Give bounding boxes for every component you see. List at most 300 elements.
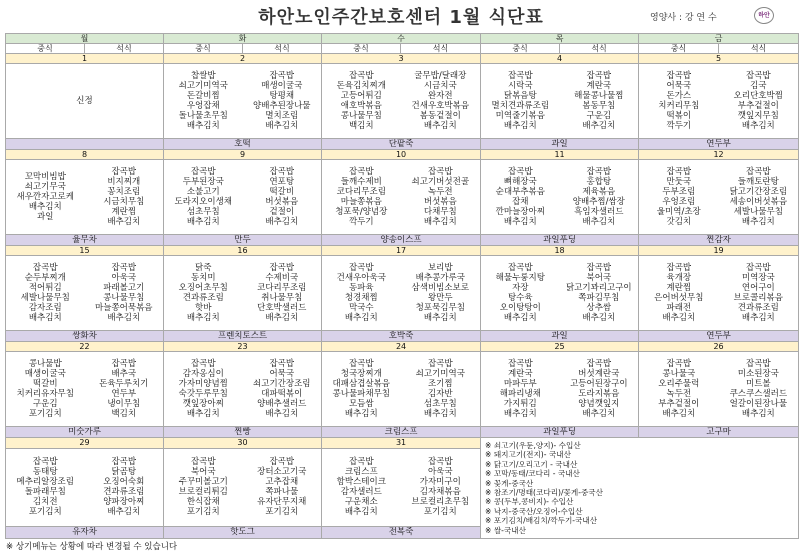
menu-item: 도라지오이생채 xyxy=(174,197,232,207)
menu-item: 잡곡밥 xyxy=(746,167,771,177)
menu-item: 배추김치 xyxy=(107,313,141,323)
day-header: 금 xyxy=(639,34,799,44)
lunch-menu xyxy=(164,256,243,331)
menu-item: 양배추된장나물 xyxy=(253,101,311,111)
menu-item: 들깨토란탕 xyxy=(737,177,779,187)
afternoon-snack: 미숫가루 xyxy=(6,427,164,438)
menu-item: 탕평채 xyxy=(269,91,295,101)
menu-item: 부추겉절이 xyxy=(658,399,700,409)
menu-item: 가자미구이 xyxy=(419,477,461,488)
menu-item: 포기김치 xyxy=(28,409,62,419)
menu-item: 시금치무침 xyxy=(103,197,145,207)
menu-item: 김자채볶음 xyxy=(419,487,461,498)
menu-item: 쇠고기간장조림 xyxy=(253,379,311,389)
date-number: 26 xyxy=(639,342,799,352)
menu-item: 녹두전 xyxy=(427,187,453,197)
snack-label: 석식 xyxy=(85,44,164,54)
menu-item: 수제비국 xyxy=(265,273,299,283)
menu-item: 적어튀김 xyxy=(28,283,62,293)
menu-item: 포기김치 xyxy=(265,507,299,518)
menu-item: 탕수육 xyxy=(507,293,533,303)
afternoon-snack: 율무차 xyxy=(6,235,164,246)
origin-note: ※ 쌀-국내산 xyxy=(485,525,526,535)
menu-item: 배추김치 xyxy=(344,313,378,323)
menu-item: 순대부추볶음 xyxy=(495,187,545,197)
menu-item: 오징어초무침 xyxy=(178,283,228,293)
menu-item: 잡곡밥 xyxy=(190,167,216,177)
menu-item: 잡곡밥 xyxy=(507,359,533,369)
menu-item: 잡곡밥 xyxy=(32,457,58,468)
menu-item: 돈가스 xyxy=(666,91,692,101)
menu-item: 세발나물무침 xyxy=(20,293,70,303)
menu-item: 겉절이 xyxy=(269,207,295,217)
menu-item: 취나물무침 xyxy=(261,293,303,303)
menu-item: 순두부찌개 xyxy=(24,273,66,283)
snack-label: 석식 xyxy=(243,44,322,54)
lunch-label: 중식 xyxy=(639,44,719,54)
menu-item: 잡곡밥 xyxy=(269,263,295,273)
menu-item: 감자샐러드 xyxy=(340,487,382,498)
menu-item: 잡곡밥 xyxy=(507,71,533,81)
afternoon-snack: 호박죽 xyxy=(322,331,481,342)
afternoon-snack: 크림스프 xyxy=(322,427,481,438)
date-number: 16 xyxy=(164,246,322,256)
menu-item: 애호박볶음 xyxy=(340,101,382,111)
mr-row xyxy=(6,64,799,139)
menu-item: 육개장 xyxy=(666,273,692,283)
menu-item: 배추김치 xyxy=(265,313,299,323)
menu-item: 배추김치 xyxy=(423,121,457,131)
kr-row xyxy=(6,139,799,150)
origin-note: ※ 쇠고기(우둔,양지)- 수입산 xyxy=(485,441,581,450)
menu-item: 포기김치 xyxy=(186,507,220,518)
menu-item: 양배추찜/쌈장 xyxy=(572,197,625,207)
date-number: 9 xyxy=(164,150,322,160)
menu-item: 잡곡밥 xyxy=(666,167,692,177)
lunch-menu xyxy=(322,64,401,139)
menu-item: 냉이무침 xyxy=(107,399,141,409)
menu-item: 김국 xyxy=(750,81,767,91)
menu-item: 돈육두루치기 xyxy=(99,379,149,389)
menu-item: 동치미 xyxy=(190,273,216,283)
mr-row xyxy=(6,160,799,235)
header xyxy=(0,0,802,32)
afternoon-snack: 전복죽 xyxy=(322,527,481,539)
menu-item: 주꾸미볼고기 xyxy=(178,477,228,488)
date-number: 1 xyxy=(6,54,164,64)
menu-item: 배추김치 xyxy=(186,217,220,227)
menu-item: 함박스테이크 xyxy=(336,477,386,488)
lunch-menu xyxy=(639,256,719,331)
menu-item: 콩나물무침 xyxy=(103,293,145,303)
meal-plan-table xyxy=(5,33,799,539)
menu-item: 잡곡밥 xyxy=(269,71,295,81)
menu-item: 돌나물초무침 xyxy=(178,111,228,121)
nr-row xyxy=(6,342,799,352)
nutritionist-label: 영양사 : 강 연 수 xyxy=(650,13,717,23)
date-number: 19 xyxy=(639,246,799,256)
menu-item: 비지찌개 xyxy=(107,177,141,187)
menu-item: 브로컬리튀김 xyxy=(178,487,228,498)
menu-item: 배추김치 xyxy=(582,121,616,131)
menu-item: 배추김치 xyxy=(662,409,696,419)
menu-item: 매생이굴국 xyxy=(261,81,303,91)
snack-menu xyxy=(401,352,481,427)
menu-item: 배추김치 xyxy=(741,313,775,323)
lunch-menu xyxy=(6,448,85,527)
menu-item: 배추김치 xyxy=(344,409,378,419)
menu-item: 파래전 xyxy=(666,303,692,313)
menu-item: 대파떡볶이 xyxy=(261,389,303,399)
lunch-menu xyxy=(639,64,719,139)
menu-item: 콩나물무침 xyxy=(340,111,382,121)
lunch-menu xyxy=(481,160,560,235)
menu-item: 장터소고기국 xyxy=(257,467,307,478)
afternoon-snack: 유자차 xyxy=(6,527,164,539)
menu-item: 브로컬리초무침 xyxy=(411,497,470,508)
menu-item: 우엉조림 xyxy=(662,197,696,207)
menu-item: 계란국 xyxy=(586,81,612,91)
menu-item: 숙갓두루무침 xyxy=(178,389,228,399)
menu-item: 섬초무침 xyxy=(423,399,457,409)
menu-item: 배추김치 xyxy=(741,217,775,227)
lunch-menu xyxy=(322,256,401,331)
menu-item: 동태탕 xyxy=(32,467,58,478)
snack-label: 석식 xyxy=(401,44,481,54)
lunch-menu xyxy=(6,352,85,427)
afternoon-snack: 단팥죽 xyxy=(322,139,481,150)
menu-item: 김치전 xyxy=(32,497,58,508)
snack-menu xyxy=(85,256,164,331)
snack-label: 석식 xyxy=(560,44,639,54)
menu-item: 고등어된장구이 xyxy=(570,379,628,389)
menu-item: 꼬막비빔밥 xyxy=(24,172,66,182)
menu-item: 닭볶음탕 xyxy=(503,91,537,101)
menu-item: 잡곡밥 xyxy=(427,457,453,468)
menu-item: 한식잡채 xyxy=(186,497,220,508)
menu-item: 치커리무침 xyxy=(658,101,700,111)
menu-item: 잡곡밥 xyxy=(111,359,137,369)
menu-item: 배추김치 xyxy=(423,217,457,227)
menu-item: 배추김치 xyxy=(28,313,62,323)
date-number: 24 xyxy=(322,342,481,352)
menu-item: 미역줄기볶음 xyxy=(495,111,545,121)
menu-item: 가자미양념찜 xyxy=(178,379,228,389)
menu-item: 포기김치 xyxy=(28,507,62,518)
menu-item: 잡곡밥 xyxy=(348,263,374,273)
lunch-menu xyxy=(481,256,560,331)
afternoon-snack: 쌍화차 xyxy=(6,331,164,342)
menu-item: 구운채소 xyxy=(344,497,378,508)
menu-item: 잡곡밥 xyxy=(190,359,216,369)
snack-menu xyxy=(243,448,322,527)
menu-item: 잡곡밥 xyxy=(111,263,137,273)
menu-item: 쇠고기미역국 xyxy=(415,369,465,379)
menu-item: 구운김 xyxy=(32,399,58,409)
nr-row xyxy=(6,246,799,256)
day-header: 수 xyxy=(322,34,481,44)
menu-item: 견과류조림 xyxy=(103,487,145,498)
menu-item: 고추잡채 xyxy=(265,477,299,488)
afternoon-snack: 연두부 xyxy=(639,139,799,150)
afternoon-snack: 고구마 xyxy=(639,427,799,438)
menu-item: 쇠고기무국 xyxy=(24,182,66,192)
snack-menu xyxy=(560,256,639,331)
afternoon-snack xyxy=(6,139,164,150)
menu-item: 콩나물국 xyxy=(662,369,696,379)
menu-item: 배추김치 xyxy=(28,202,62,212)
menu-item: 배추김치 xyxy=(344,507,378,518)
menu-item: 배추김치 xyxy=(503,409,537,419)
menu-item: 배추김치 xyxy=(186,121,220,131)
menu-item: 유자단무지채 xyxy=(257,497,307,508)
day-header: 화 xyxy=(164,34,322,44)
menu-item: 오리주물럭 xyxy=(658,379,700,389)
lunch-label: 중식 xyxy=(322,44,401,54)
menu-item: 잡곡밥 xyxy=(586,263,612,273)
menu-item: 세발나물무침 xyxy=(733,207,783,217)
menu-item: 배추김치 xyxy=(423,313,457,323)
menu-item: 배추김치 xyxy=(582,313,616,323)
snack-menu xyxy=(719,256,799,331)
menu-item: 구운김 xyxy=(586,111,612,121)
afternoon-snack: 과일푸딩 xyxy=(481,235,639,246)
menu-item: 코다리무조림 xyxy=(257,283,307,293)
menu-item: 배추김치 xyxy=(186,409,220,419)
menu-item: 오징어숙회 xyxy=(103,477,145,488)
menu-item: 양배추샐러드 xyxy=(257,399,307,409)
menu-item: 깍두기 xyxy=(348,217,374,227)
menu-item: 마늘쫑볶음 xyxy=(340,197,382,207)
date-number: 10 xyxy=(322,150,481,160)
menu-item: 모듬쌈 xyxy=(348,399,374,409)
snack-menu xyxy=(243,64,322,139)
menu-item: 백김치 xyxy=(111,409,137,419)
origin-note: ※ 참조기/명태(코다리)/꽃게-중국산 xyxy=(485,488,603,498)
lunch-menu xyxy=(322,352,401,427)
mr-row xyxy=(6,352,799,427)
menu-item: 돌파래무침 xyxy=(24,487,66,498)
menu-item: 계란국 xyxy=(507,369,533,379)
menu-item: 잡곡밥 xyxy=(190,457,216,468)
menu-item: 잡곡밥 xyxy=(746,71,771,81)
snack-label: 석식 xyxy=(719,44,799,54)
menu-item: 연포탕 xyxy=(269,177,295,187)
menu-item: 감자옹심이 xyxy=(182,369,224,379)
menu-item: 보리밥 xyxy=(427,263,453,273)
menu-item: 콩나물밥 xyxy=(28,359,62,369)
menu-item: 도라지볶음 xyxy=(578,389,620,399)
snack-menu xyxy=(401,256,481,331)
afternoon-snack: 과일 xyxy=(481,139,639,150)
menu-item: 흑임자샐러드 xyxy=(574,207,624,217)
menu-item: 북어국 xyxy=(190,467,216,478)
menu-item: 배추김치 xyxy=(662,313,696,323)
menu-item: 메추리알장조림 xyxy=(16,477,74,488)
menu-item: 시금치국 xyxy=(423,81,457,91)
nr-row xyxy=(6,438,799,449)
menu-item: 잡곡밥 xyxy=(507,263,533,273)
menu-item: 잡곡밥 xyxy=(269,359,295,369)
menu-item: 잡곡밥 xyxy=(507,167,533,177)
lunch-menu xyxy=(481,352,560,427)
day-header: 목 xyxy=(481,34,639,44)
menu-item: 잡채 xyxy=(512,197,529,207)
origin-note: ※ 포기김치/배김치/깍두기-국내산 xyxy=(485,516,598,526)
snack-menu xyxy=(243,352,322,427)
menu-item: 배추국 xyxy=(111,369,137,379)
date-number: 17 xyxy=(322,246,481,256)
menu-item: 아욱국 xyxy=(111,273,137,283)
menu-item: 잡곡밥 xyxy=(586,167,612,177)
snack-menu xyxy=(719,64,799,139)
menu-item: 양념깻잎지 xyxy=(578,399,620,409)
date-number: 23 xyxy=(164,342,322,352)
menu-item: 닭죽 xyxy=(195,263,212,273)
day-header: 월 xyxy=(6,34,164,44)
menu-item: 연두부 xyxy=(111,389,137,399)
menu-item: 잡곡밥 xyxy=(746,359,771,369)
menu-item: 가지튀김 xyxy=(503,399,537,409)
menu-item: 부추겉절이 xyxy=(737,101,779,111)
menu-item: 찹쌀밥 xyxy=(190,71,216,81)
snack-menu xyxy=(560,64,639,139)
date-number: 22 xyxy=(6,342,164,352)
afternoon-snack: 만두 xyxy=(164,235,322,246)
menu-item: 잡곡밥 xyxy=(32,263,58,273)
center-logo-icon: 하안 xyxy=(754,7,774,24)
menu-item: 세송이버섯볶음 xyxy=(729,197,788,207)
menu-item: 막국수 xyxy=(348,303,374,313)
menu-item: 어묵국 xyxy=(269,369,295,379)
date-number: 12 xyxy=(639,150,799,160)
menu-item: 매생이굴국 xyxy=(24,369,66,379)
lunch-menu xyxy=(164,352,243,427)
menu-item: 완자전 xyxy=(427,91,453,101)
menu-item: 배추김치 xyxy=(503,121,537,131)
menu-item: 제육볶음 xyxy=(582,187,616,197)
menu-item: 떡갈비 xyxy=(32,379,58,389)
menu-item: 잡곡밥 xyxy=(427,167,453,177)
menu-item: 잡곡밥 xyxy=(269,167,295,177)
lunch-label: 중식 xyxy=(164,44,243,54)
menu-item: 계란찜 xyxy=(666,283,692,293)
lunch-menu xyxy=(164,64,243,139)
menu-item: 잡곡밥 xyxy=(348,457,374,468)
menu-item: 뼈해장국 xyxy=(503,177,537,187)
date-number: 30 xyxy=(164,438,322,449)
menu-item: 마늘쫑어묵볶음 xyxy=(95,303,153,313)
menu-item: 해물콩나물찜 xyxy=(574,91,624,101)
menu-item: 양파장아찌 xyxy=(103,497,145,508)
menu-item: 갓김치 xyxy=(666,217,692,227)
menu-item: 오리단호박찜 xyxy=(733,91,783,101)
menu-item: 과일 xyxy=(37,212,54,222)
menu-item: 두부된장국 xyxy=(182,177,224,187)
lunch-menu xyxy=(164,448,243,527)
menu-item: 굴무밥/달래장 xyxy=(414,71,467,81)
menu-item: 배추김치 xyxy=(265,409,299,419)
afternoon-snack: 프렌치토스트 xyxy=(164,331,322,342)
snack-menu xyxy=(243,256,322,331)
kr-row xyxy=(6,235,799,246)
menu-item: 청국장찌개 xyxy=(340,369,382,379)
menu-item: 멸치견과류조림 xyxy=(491,101,550,111)
menu-item: 쪽파나물 xyxy=(265,487,299,498)
menu-item: 배추김치 xyxy=(107,507,141,518)
menu-item: 콩나물파채무침 xyxy=(332,389,391,399)
menu-item: 미소된장국 xyxy=(737,369,779,379)
menu-item: 크림스프 xyxy=(344,467,378,478)
lunch-menu xyxy=(164,160,243,235)
menu-item: 쇠고기미역국 xyxy=(178,81,228,91)
footer-note: ※ 상기메뉴는 상황에 따라 변경될 수 있습니다 xyxy=(6,542,178,552)
snack-menu xyxy=(560,160,639,235)
menu-item: 왕만두 xyxy=(427,293,453,303)
menu-item: 배추김치 xyxy=(741,121,775,131)
menu-item: 잡곡밥 xyxy=(111,457,137,468)
menu-item: 코다리무조림 xyxy=(336,187,386,197)
snack-menu xyxy=(560,352,639,427)
menu-item: 떡갈비 xyxy=(269,187,295,197)
menu-item: 배추김치 xyxy=(186,313,220,323)
menu-item: 배추콩가루국 xyxy=(415,273,465,283)
menu-item: 잡곡밥 xyxy=(666,71,692,81)
lunch-menu xyxy=(322,160,401,235)
origin-note: ※ 닭고기/오리고기 - 국내산 xyxy=(485,459,578,469)
menu-item: 상추쌈 xyxy=(586,303,612,313)
menu-item: 두부조림 xyxy=(662,187,696,197)
menu-item: 잡곡밥 xyxy=(269,457,295,468)
menu-item: 돈갈비찜 xyxy=(186,91,220,101)
date-number: 3 xyxy=(322,54,481,64)
afternoon-snack: 과일푸딩 xyxy=(481,427,639,438)
menu-item: 치커리유자무침 xyxy=(16,389,74,399)
menu-item: 해파리냉채 xyxy=(499,389,541,399)
menu-item: 감자조림 xyxy=(28,303,62,313)
menu-item: 고등어튀김 xyxy=(340,91,382,101)
afternoon-snack: 연두부 xyxy=(639,331,799,342)
snack-menu xyxy=(719,160,799,235)
menu-item: 조기찜 xyxy=(427,379,453,389)
afternoon-snack: 핫도그 xyxy=(164,527,322,539)
date-number: 25 xyxy=(481,342,639,352)
menu-item: 은어버섯무침 xyxy=(654,293,704,303)
origin-note: ※ 낙지-중국산/오징어-수입산 xyxy=(485,506,583,516)
menu-item: 홍합탕 xyxy=(586,177,612,187)
menu-item: 청포묵/양념장 xyxy=(335,207,388,217)
holiday-cell xyxy=(6,64,164,139)
menu-item: 북어국 xyxy=(586,273,612,283)
lunch-menu xyxy=(481,64,560,139)
date-number: 11 xyxy=(481,150,639,160)
menu-item: 배추김치 xyxy=(582,217,616,227)
afternoon-snack: 양송이스프 xyxy=(322,235,481,246)
date-number: 4 xyxy=(481,54,639,64)
lunch-label: 중식 xyxy=(6,44,85,54)
menu-item: 들깨수제비 xyxy=(340,177,382,187)
menu-item: 청포묵김무침 xyxy=(415,303,465,313)
menu-item: 녹두전 xyxy=(666,389,692,399)
menu-item: 잡곡밥 xyxy=(348,167,374,177)
menu-item: 견과류조림 xyxy=(182,293,224,303)
menu-item: 배추김치 xyxy=(503,217,537,227)
menu-item: 봄동무침 xyxy=(582,101,616,111)
nr-row xyxy=(6,54,799,64)
menu-item: 배추김치 xyxy=(582,409,616,419)
menu-item: 잡곡밥 xyxy=(746,263,771,273)
menu-item: 다채무침 xyxy=(423,207,457,217)
